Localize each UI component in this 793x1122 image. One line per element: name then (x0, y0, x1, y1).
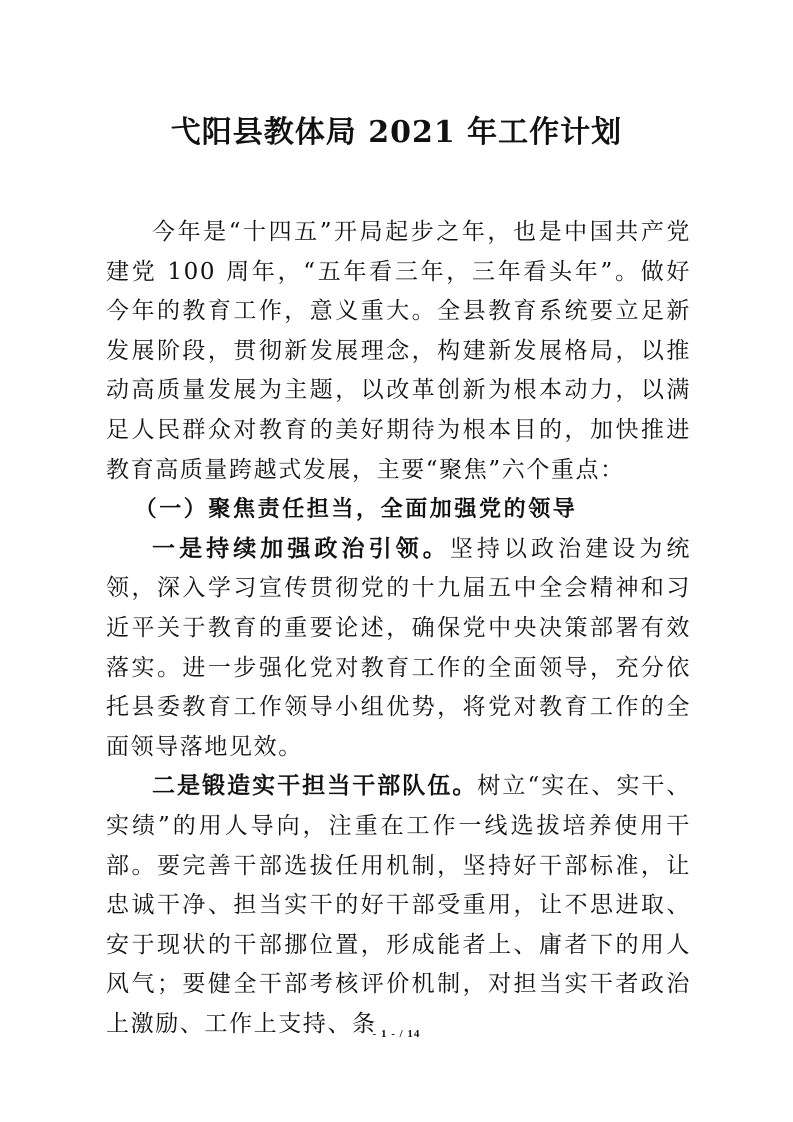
paragraph-political-guidance (106, 530, 691, 768)
paragraph-lead: 一是持续加强政治引领。 (152, 535, 450, 562)
paragraph-cadre-team (106, 767, 691, 1044)
paragraph-text: 坚持以政治建设为统领，深入学习宣传贯彻党的十九届五中全会精神和习近平关于教育的重要论述，确保党中央决策部署有效落实。进一步强化党对教育工作的全面领导，充分依托县委教育工作领导小组优势，将党对教育工作的全面领导落地见效。 (106, 535, 691, 760)
document-body (106, 213, 691, 1044)
page-number: - 1 - / 14 (372, 1028, 421, 1040)
section-heading: （一）聚焦责任担当，全面加强党的领导 (134, 497, 578, 523)
paragraph-lead: 二是锻造实干担当干部队伍。 (152, 773, 478, 800)
document-title: 弋阳县教体局 2021 年工作计划 (170, 115, 623, 150)
paragraph-text: 树立“实在、实干、实绩”的用人导向，注重在工作一线选拔培养使用干部。要完善干部选拔任用机制，坚持好干部标准，让忠诚干净、担当实干的好干部受重用，让不思进取、安于现状的干部挪位置，形成能者上、庸者下的用人风气；要健全干部考核评价机制，对担当实干者政治上激励、工作上支持、条 (106, 773, 691, 1037)
intro-paragraph: 今年是“十四五”开局起步之年，也是中国共产党建党 100 周年，“五年看三年，三年看头年”。做好今年的教育工作，意义重大。全县教育系统要立足新发展阶段，贯彻新发展理念，构建新发展格局，以推动高质量发展为主题，以改革创新为根本动力，以满足人民群众对教育的美好期待为根本目的，加快推进教育高质量跨越式发展，主要“聚焦”六个重点： (106, 219, 691, 483)
